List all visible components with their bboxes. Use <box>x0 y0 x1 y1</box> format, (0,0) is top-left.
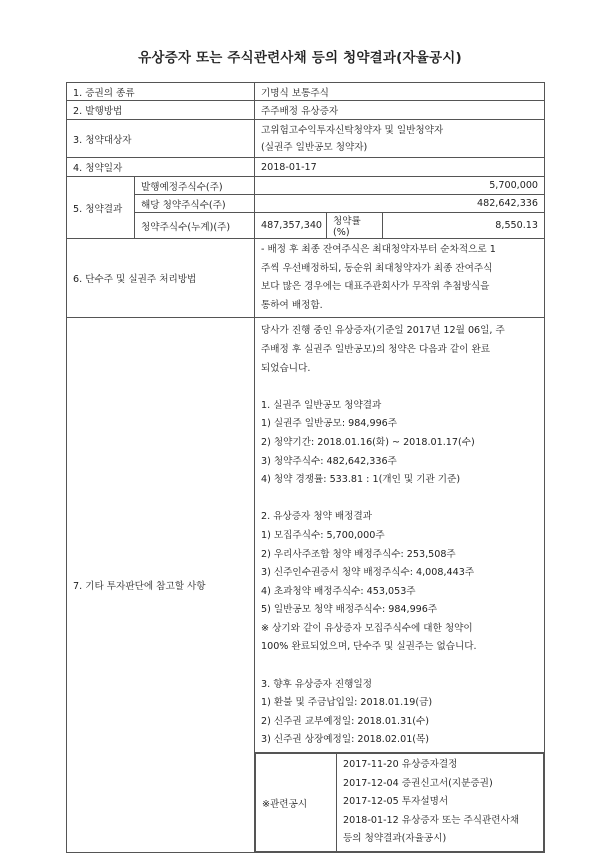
other-line-1: 당사가 진행 중인 유상증자(기준일 2017년 12월 06일, 주 <box>261 325 505 337</box>
other-line-16: 5) 일반공모 청약 배정주식수: 984,996주 <box>261 604 438 616</box>
other-line-8: 3) 청약주식수: 482,642,336주 <box>261 455 397 467</box>
other-line-3: 되었습니다. <box>261 362 311 374</box>
other-line-23: 3) 신주권 상장예정일: 2018.02.01(목) <box>261 734 430 746</box>
table-row-security-type <box>67 83 545 101</box>
other-info-value <box>255 318 545 753</box>
fractional-shares-label: 6. 단수주 및 실권주 처리방법 <box>67 239 255 318</box>
other-line-17: ※ 상기와 같이 유상증자 모집주식수에 대한 청약이 <box>261 622 473 634</box>
other-line-9: 4) 청약 경쟁률: 533.81 : 1(개인 및 기관 기준) <box>261 474 461 486</box>
other-line-5: 1. 실권주 일반공모 청약결과 <box>261 399 382 411</box>
related-item-2: 2017-12-04 증권신고서(지분증권) <box>343 777 493 789</box>
issue-method-label: 2. 발행방법 <box>67 101 255 120</box>
security-type-label: 1. 증권의 종류 <box>67 83 255 101</box>
security-type-value: 기명식 보통주식 <box>255 83 545 101</box>
fractional-line-2: 주씩 우선배정하되, 동순위 최대청약자가 최종 잔여주식 <box>261 262 493 274</box>
other-line-6: 1) 실권주 일반공모: 984,996주 <box>261 418 398 430</box>
table-row-fractional-shares <box>67 239 545 318</box>
other-line-15: 4) 초과청약 배정주식수: 453,053주 <box>261 585 416 597</box>
cumulative-shares-label: 청약주식수(누계)(주) <box>135 213 255 239</box>
planned-shares-value: 5,700,000 <box>255 177 545 195</box>
subscription-result-label: 5. 청약결과 <box>67 177 135 239</box>
related-disclosures-label: ※관련공시 <box>256 754 337 852</box>
table-row-issue-method <box>67 101 545 120</box>
planned-shares-label: 발행예정주식수(주) <box>135 177 255 195</box>
subscription-rate-label: 청약률(%) <box>327 213 383 239</box>
table-row-other-info <box>67 318 545 753</box>
other-line-12: 1) 모집주식수: 5,700,000주 <box>261 529 385 541</box>
fractional-line-1: - 배정 후 최종 잔여주식은 최대청약자부터 순차적으로 1 <box>261 244 496 255</box>
other-line-22: 2) 신주권 교부예정일: 2018.01.31(수) <box>261 715 430 727</box>
table-row-result-cumulative <box>67 213 545 239</box>
related-item-3: 2017-12-05 투자설명서 <box>343 796 449 808</box>
related-item-5: 등의 청약결과(자율공시) <box>343 833 447 845</box>
subscribers-value <box>255 120 545 158</box>
table-row-result-planned <box>67 177 545 195</box>
other-line-4 <box>261 378 538 397</box>
subscribers-label: 3. 청약대상자 <box>67 120 255 158</box>
other-line-2: 주배정 후 실권주 일반공모)의 청약은 다음과 같이 완료 <box>261 343 490 355</box>
table-row-subscribers <box>67 120 545 158</box>
fractional-line-4: 통하여 배정함. <box>261 299 323 311</box>
subscription-rate-value: 8,550.13 <box>383 213 545 239</box>
applied-shares-value: 482,642,336 <box>255 195 545 213</box>
other-line-19 <box>261 657 538 676</box>
other-info-body <box>261 320 538 752</box>
other-line-13: 2) 우리사주조합 청약 배정주식수: 253,508주 <box>261 548 456 560</box>
fractional-line-3: 보다 많은 경우에는 대표주관회사가 무작위 추첨방식을 <box>261 281 490 293</box>
subscription-date-label: 4. 청약일자 <box>67 158 255 177</box>
subscription-date-value: 2018-01-17 <box>255 158 545 177</box>
disclosure-table <box>66 82 545 853</box>
other-line-20: 3. 향후 유상증자 진행일정 <box>261 678 372 690</box>
other-line-18: 100% 완료되었으며, 단수주 및 실권주는 없습니다. <box>261 641 477 653</box>
issue-method-value: 주주배정 유상증자 <box>255 101 545 120</box>
fractional-shares-value <box>255 239 545 318</box>
table-row-result-applied <box>67 195 545 213</box>
page-title: 유상증자 또는 주식관련사채 등의 청약결과(자율공시) <box>138 50 462 66</box>
related-disclosures-table <box>255 753 544 852</box>
other-line-21: 1) 환불 및 주금납입일: 2018.01.19(금) <box>261 697 433 709</box>
other-line-7: 2) 청약기간: 2018.01.16(화) ~ 2018.01.17(수) <box>261 436 475 448</box>
cumulative-shares-value: 487,357,340 <box>255 213 327 239</box>
subscribers-line-2: (실권주 일반공모 청약자) <box>261 141 368 153</box>
related-item-1: 2017-11-20 유상증자결정 <box>343 759 458 771</box>
table-row-subscription-date <box>67 158 545 177</box>
related-disclosures-list <box>337 754 544 852</box>
other-line-11: 2. 유상증자 청약 배정결과 <box>261 511 372 523</box>
related-item-4: 2018-01-12 유상증자 또는 주식관련사채 <box>343 814 520 826</box>
subscribers-line-1: 고위험고수익투자신탁청약자 및 일반청약자 <box>261 124 444 136</box>
applied-shares-label: 해당 청약주식수(주) <box>135 195 255 213</box>
other-line-10 <box>261 490 538 509</box>
other-line-14: 3) 신주인수권증서 청약 배정주식수: 4,008,443주 <box>261 567 475 579</box>
other-info-label: 7. 기타 투자판단에 참고할 사항 <box>67 318 255 853</box>
related-disclosures-cell <box>255 753 545 853</box>
